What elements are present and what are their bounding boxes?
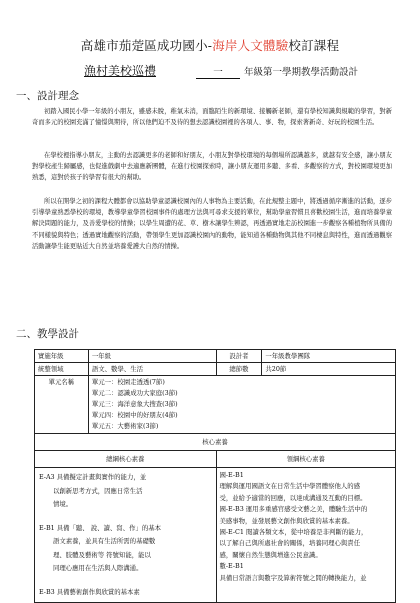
value-grade: 一年級 [88, 350, 216, 363]
domain-line: 數-E-B1 [219, 562, 244, 571]
label-unit-names: 單元名稱 [35, 376, 89, 434]
table-row [35, 363, 396, 376]
domain-core-header: 領綱核心素養 [216, 451, 396, 468]
title-prefix: 高雄市茄萣區成功國小- [80, 38, 213, 53]
domain-line: 受，並給予適當的回應，以達成溝通及互動的目標。 [219, 493, 367, 502]
value-total-periods: 共20節 [262, 363, 396, 376]
value-domain: 語文、數學、生活 [88, 363, 216, 376]
core-item-line: 情境。 [53, 500, 73, 508]
core-item-line: 以創新思考方式，因應日常生活 [53, 486, 143, 495]
core-item-line: 理、肢體及藝術等 符號知能，能以 [53, 550, 151, 559]
label-total-periods: 總節數 [216, 363, 262, 376]
list-item: 單元一：校園走透透(7節) [91, 378, 165, 386]
label-domain: 統整領域 [35, 363, 89, 376]
domain-line: 感，關懷自然生態與增進公民意識。 [219, 550, 322, 559]
semester-text: 年級第一學期教學活動設計 [244, 67, 359, 78]
grade-blank: 一 [196, 64, 240, 79]
label-designer: 設計者 [216, 350, 262, 363]
core-literacy-header: 核心素養 [35, 434, 396, 451]
document-title [0, 36, 420, 54]
list-item: 單元五：大藝術家(3節) [91, 422, 159, 430]
core-item-code: E-A3 具備擬定計畫與實作的能力，並 [39, 473, 147, 481]
table-row [35, 451, 396, 468]
list-item: 單元四：校園中的好朋友(4節) [91, 411, 178, 419]
table-row [35, 434, 396, 451]
domain-line: 國-E-C1 閱讀各類文本，從中培養是非判斷的能力， [219, 528, 368, 537]
core-item-code: E-B3 具備藝術創作與欣賞的基本素 [39, 587, 140, 596]
list-item: 單元三：海洋意象大搜查(3節) [91, 400, 178, 408]
list-item: 單元二：認識成功大家庭(3節) [91, 389, 178, 397]
course-name: 漁村美校巡禮 [84, 64, 157, 78]
domain-line: 以了解自己與所處社會的關係，培養同理心與責任 [219, 539, 361, 548]
value-designer: 一年級教學團隊 [262, 350, 396, 363]
overall-core-items [35, 468, 217, 603]
overall-core-header: 總綱核心素養 [35, 451, 217, 468]
domain-line: 美感事物，並發展藝文創作與欣賞的基本素養。 [219, 516, 354, 525]
paragraph-2: 在學校裡指導小朋友，主動的去認識更多的老師和好朋友，小朋友對學校環境的每個場所認識越多，就越有安全感，讓小朋友對學校產生歸屬感，也促進戲劇中去適應新團體，在進行校園探索時，讓小朋友運用多聽、多看、多觀察的方式，對校園環境更加熟悉，這對於孩子的學習有很大的幫助。 [32, 152, 392, 182]
domain-core-items [216, 468, 396, 603]
domain-line: 理解與運用國語文在日常生活中學習體察他人的感 [219, 482, 361, 491]
domain-line: 國-E-B1 [219, 471, 244, 479]
table-row [35, 376, 396, 434]
table-row [35, 350, 396, 363]
section-heading-teaching-design: 二、教學設計 [16, 328, 79, 340]
label-grade: 實施年級 [35, 350, 89, 363]
teaching-design-table [34, 349, 396, 603]
section-heading-design-concept: 一、設計理念 [16, 90, 79, 102]
grade-semester [196, 64, 358, 79]
paragraph-1: 初踏入國民小學一年級的小朋友，雖感未脫，稚氣未消，面臨陌生的新環境、接觸新老師，還有學校知識與規範的學習，對新奇而多元的校園充滿了憧憬與期待，所以他們迫不及待的想去認識校園裡的各項人、事、物，探索著新奇、好玩的校園生活。 [32, 108, 392, 127]
core-item-code: E-B1 具備「聽、 說、讀、寫、作」的基本 [39, 523, 162, 532]
domain-line: 具備日常語言與數字及算術符號之間的轉換能力，並 [219, 573, 367, 582]
table-row [35, 468, 396, 603]
paragraph-3: 所以在開學之初的課程大體都會以協助學童認識校園內的人事物為主要活動，在此規整主題中，將透過循序漸進的活動，逐步引導學童熟悉學校的環境，教導學童學習校園事件的處理方法與可尋求支援的單位，幫助學童習慣且喜歡校園生活，進而培養學童解決問題的能力，及善愛學校的情操；以學生周遭的花、草、樹木讓學生辨認，再透過實地走訪校園進一步觀察各種植物所具備的不同樣貌與特色；透過實地觀察的活動，帶領學生更加認識校園內的動物，能知道各種動物與其他不同棲息與特性，進而透過觀察活動讓學生能更貼近大自然並培養愛護大自然的情操。 [32, 198, 392, 250]
core-item-line: 同理心應用在生活與人際溝通。 [53, 564, 143, 572]
domain-line: 國-E-B3 運用多重感官感受文藝之美，體驗生活中的 [219, 505, 368, 514]
title-accent: 海岸人文體驗 [212, 38, 289, 53]
core-item-line: 語文素養，並具有生活所需的基礎數 [53, 537, 156, 545]
title-suffix: 校訂課程 [288, 38, 340, 53]
unit-list [88, 376, 395, 434]
